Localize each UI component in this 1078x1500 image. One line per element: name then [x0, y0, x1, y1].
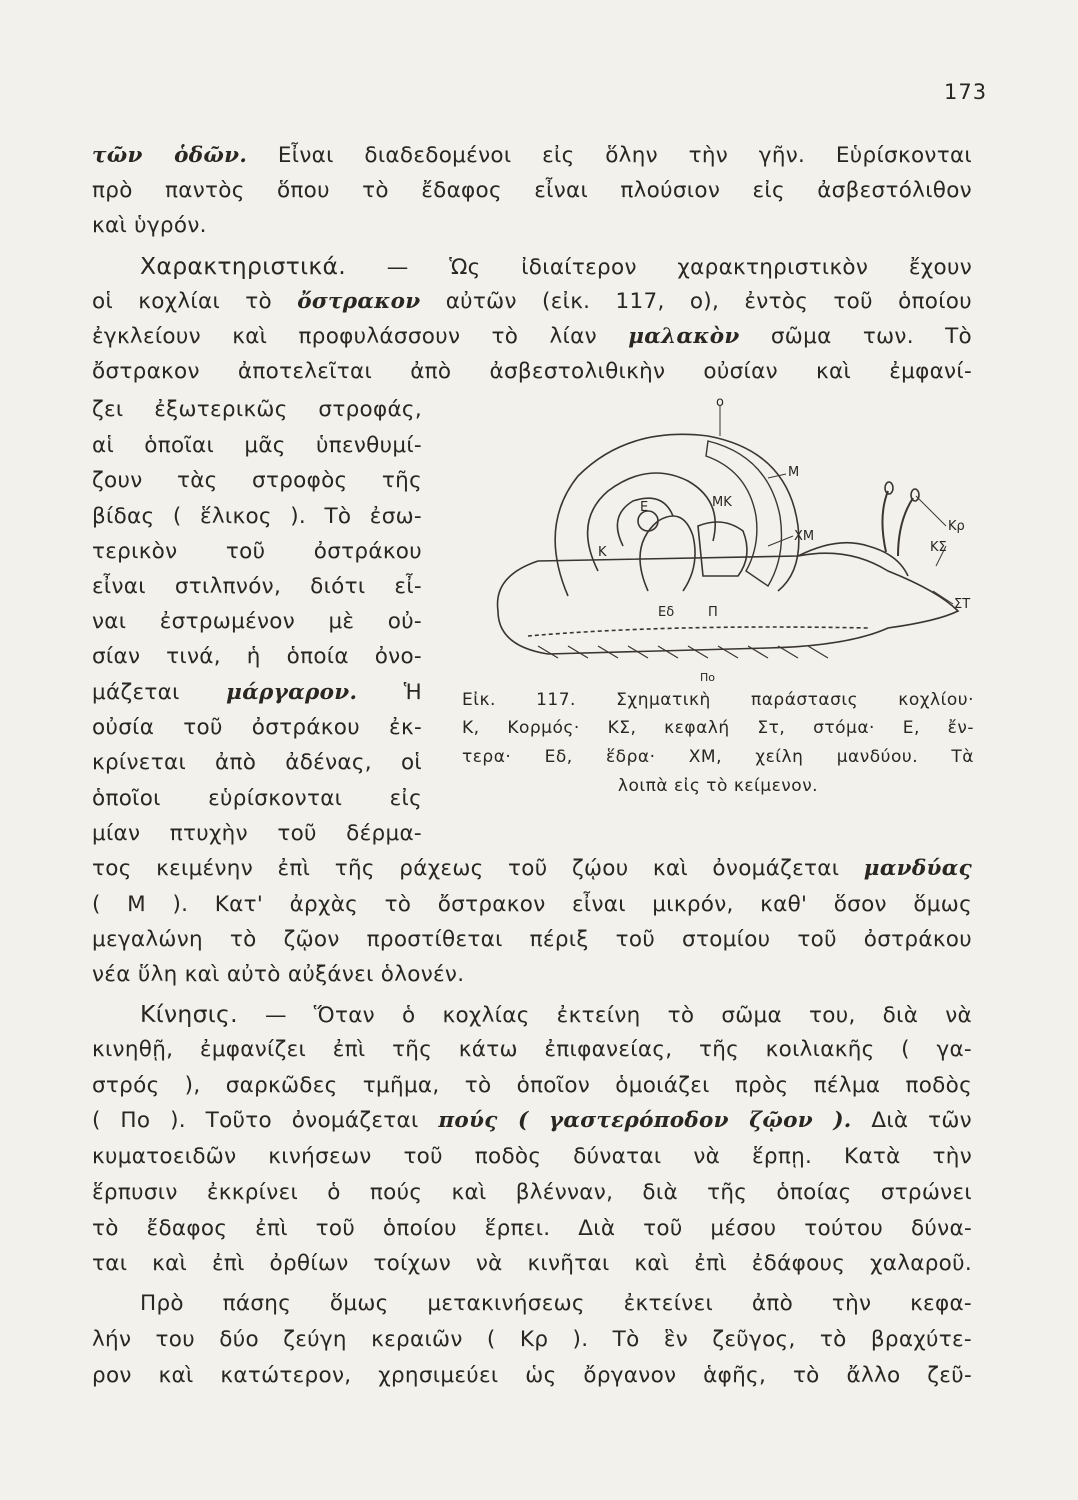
- text-span: τος κειμένην ἐπὶ τῆς ράχεως τοῦ ζῴου καὶ ὀνομάζεται: [92, 856, 864, 881]
- italic-term: ὄστρακον: [297, 289, 421, 314]
- label-e: Ε: [640, 500, 649, 515]
- text-line: κινηθῇ, ἐμφανίζει ἐπὶ τῆς κάτω ἐπιφανείας, τῆς κοιλιακῆς ( γα-: [92, 1037, 972, 1062]
- section-heading-line: [92, 252, 972, 282]
- text-line: νέα ὕλη καὶ αὐτὸ αὐξάνει ὁλονέν.: [92, 962, 465, 987]
- text-line: [92, 323, 972, 351]
- text-line: [92, 1107, 972, 1135]
- text-line: ρον καὶ κατώτερον, χρησιμεύει ὡς ὄργανον ἁφῆς, τὸ ἄλλο ζεῦ-: [92, 1363, 972, 1388]
- text-line: στρός ), σαρκῶδες τμῆμα, τὸ ὁποῖον ὁμοιάζει πρὸς πέλμα ποδὸς: [92, 1073, 972, 1098]
- label-ed: Εδ: [658, 605, 675, 620]
- text-line: τὸ ἔδαφος ἐπὶ τοῦ ὁποίου ἕρπει. Διὰ τοῦ μέσου τούτου δύνα-: [92, 1216, 972, 1241]
- text-line: τερικὸν τοῦ ὀστράκου: [92, 539, 422, 564]
- text-line: [92, 288, 972, 316]
- page-number: 173: [944, 80, 988, 104]
- text-line: κυματοειδῶν κινήσεων τοῦ ποδὸς δύναται νὰ ἕρπῃ. Κατὰ τὴν: [92, 1144, 972, 1169]
- text-line: ται καὶ ἐπὶ ὀρθίων τοίχων νὰ κινῆται καὶ ἐπὶ ἐδάφους χαλαροῦ.: [92, 1251, 972, 1276]
- text-line: ( Μ ). Κατ' ἀρχὰς τὸ ὄστρακον εἶναι μικρόν, καθ' ὅσον ὅμως: [92, 892, 972, 917]
- text-span: Εἶναι διαδεδομένοι εἰς ὅλην τὴν γῆν. Εὑρίσκονται: [247, 143, 972, 168]
- text-span: — Ὅταν ὁ κοχλίας ἐκτείνη τὸ σῶμα του, διὰ νὰ: [237, 1003, 972, 1028]
- text-line: πρὸ παντὸς ὅπου τὸ ἔδαφος εἶναι πλούσιον εἰς ἀσβεστόλιθον: [92, 178, 972, 203]
- snail-foot: [498, 553, 959, 654]
- text-span: σῶμα των. Τὸ: [739, 324, 972, 349]
- text-line: [92, 142, 972, 170]
- label-o: ο: [716, 396, 724, 410]
- italic-term: μάργαρον.: [226, 680, 358, 705]
- figure-caption-line: τερα· Εδ, ἕδρα· ΧΜ, χείλη μανδύου. Τὰ: [462, 747, 974, 767]
- text-line: ἕρπυσιν ἐκκρίνει ὁ πούς καὶ βλένναν, διὰ τῆς ὁποίας στρώνει: [92, 1180, 972, 1205]
- label-p: Π: [708, 605, 718, 620]
- text-line: αἱ ὁποῖαι μᾶς ὑπενθυμί-: [92, 433, 422, 458]
- label-po: Πο: [700, 671, 716, 684]
- italic-term: πούς ( γαστερόποδον ζῷον ).: [438, 1108, 852, 1133]
- text-line: οὐσία τοῦ ὀστράκου ἐκ-: [92, 715, 422, 740]
- label-mk: ΜΚ: [712, 495, 732, 510]
- italic-term: μανδύας: [863, 856, 972, 881]
- label-xm: ΧΜ: [794, 529, 815, 544]
- label-k: Κ: [598, 545, 607, 560]
- text-line: σίαν τινά, ἡ ὁποία ὀνο-: [92, 644, 422, 669]
- section-heading: Χαρακτηριστικά.: [140, 252, 347, 280]
- text-span: οἱ κοχλίαι τὸ: [92, 289, 298, 314]
- text-line: βίδας ( ἕλικος ). Τὸ ἐσω-: [92, 504, 422, 529]
- text-line: [92, 679, 422, 707]
- figure-caption-line: λοιπὰ εἰς τὸ κείμενον.: [617, 776, 819, 796]
- text-span: — Ὡς ἰδιαίτερον χαρακτηριστικὸν ἔχουν: [346, 255, 972, 280]
- label-kr: Κρ: [948, 519, 965, 534]
- text-line: μεγαλώνη τὸ ζῷον προστίθεται πέριξ τοῦ στομίου τοῦ ὀστράκου: [92, 927, 972, 952]
- text-line: καὶ ὑγρόν.: [92, 213, 207, 238]
- section-heading: Κίνησις.: [140, 1000, 238, 1028]
- text-line: κρίνεται ἀπὸ ἀδένας, οἱ: [92, 750, 422, 775]
- figure-caption-line: Εἰκ. 117. Σχηματικὴ παράστασις κοχλίου·: [462, 690, 974, 710]
- text-line: [92, 855, 972, 883]
- snail-shell: [555, 434, 799, 596]
- text-span: ἐγκλείουν καὶ προφυλάσσουν τὸ λίαν: [92, 324, 629, 349]
- text-span: Διὰ τῶν: [851, 1108, 972, 1133]
- label-ks: ΚΣ: [930, 540, 947, 555]
- italic-term: τῶν ὁδῶν.: [92, 143, 248, 168]
- text-line: ὄστρακον ἀποτελεῖται ἀπὸ ἀσβεστολιθικὴν οὐσίαν καὶ ἐμφανί-: [92, 359, 972, 384]
- text-span: μάζεται: [92, 680, 227, 705]
- snail-figure: [468, 396, 978, 686]
- text-span: αὐτῶν (εἰκ. 117, ο), ἐντὸς τοῦ ὁποίου: [420, 289, 972, 314]
- text-span: Πρὸ πάσης ὅμως μετακινήσεως ἐκτείνει ἀπὸ τὴν κεφα-: [140, 1291, 972, 1316]
- text-line: ναι ἐστρωμένον μὲ οὐ-: [92, 609, 422, 634]
- section-heading-line: [92, 1000, 972, 1030]
- text-line: ζουν τὰς στροφὸς τῆς: [92, 468, 422, 493]
- label-st: ΣΤ: [954, 597, 971, 612]
- text-line: εἶναι στιλπνόν, διότι εἶ-: [92, 574, 422, 599]
- text-span: ( Πο ). Τοῦτο ὀνομάζεται: [92, 1108, 439, 1133]
- text-span: Ἡ: [357, 680, 422, 705]
- figure-caption-line: Κ, Κορμός· ΚΣ, κεφαλή Στ, στόμα· Ε, ἔν-: [462, 718, 974, 738]
- text-line: ζει ἐξωτερικῶς στροφάς,: [92, 397, 422, 422]
- text-line: [92, 1290, 972, 1318]
- italic-term: μαλακὸν: [628, 324, 740, 349]
- text-line: ὁποῖοι εὑρίσκονται εἰς: [92, 786, 422, 811]
- text-line: μίαν πτυχὴν τοῦ δέρμα-: [92, 821, 422, 846]
- text-line: λήν του δύο ζεύγη κεραιῶν ( Κρ ). Τὸ ἓν ζεῦγος, τὸ βραχύτε-: [92, 1327, 972, 1352]
- label-m: Μ: [788, 465, 800, 480]
